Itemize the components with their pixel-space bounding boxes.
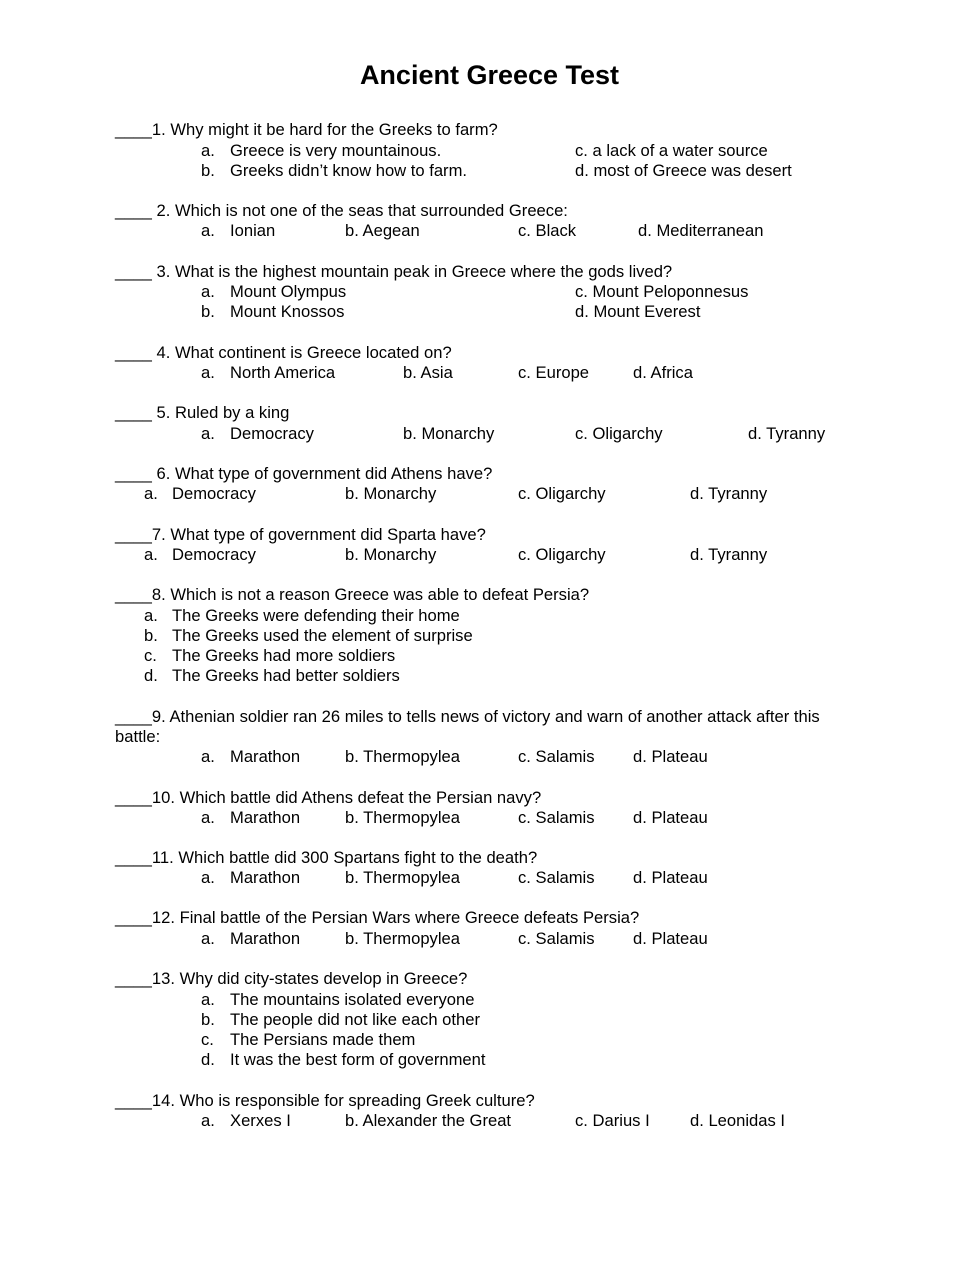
q10-option-d: d. Plateau xyxy=(633,808,708,827)
q13-option-b: The people did not like each other xyxy=(230,1010,481,1029)
q5-option-c: c. Oligarchy xyxy=(575,424,663,443)
q9-option-b: b. Thermopylea xyxy=(345,747,460,766)
q1-option-a-letter: a. xyxy=(201,141,215,160)
q14-option-a: Xerxes I xyxy=(230,1111,291,1130)
q3-option-b: Mount Knossos xyxy=(230,302,345,321)
q6-option-b: b. Monarchy xyxy=(345,484,437,503)
q4-option-b: b. Asia xyxy=(403,363,453,382)
q2-option-d: d. Mediterranean xyxy=(638,221,764,240)
q11-option-d: d. Plateau xyxy=(633,868,708,887)
q1-option-a: Greece is very mountainous. xyxy=(230,141,442,160)
question-1-stem: ____1. Why might it be hard for the Greeks to farm? xyxy=(115,120,498,139)
q13-option-d-letter: d. xyxy=(201,1050,215,1069)
q6-option-c: c. Oligarchy xyxy=(518,484,606,503)
q3-option-c: c. Mount Peloponnesus xyxy=(575,282,749,301)
q10-option-a-letter: a. xyxy=(201,808,215,827)
q11-option-a: Marathon xyxy=(230,868,301,887)
question-11-stem: ____11. Which battle did 300 Spartans fight to the death? xyxy=(115,848,538,867)
q3-option-b-letter: b. xyxy=(201,302,215,321)
q5-option-a: Democracy xyxy=(230,424,314,443)
q12-option-d: d. Plateau xyxy=(633,929,708,948)
q4-option-d: d. Africa xyxy=(633,363,693,382)
q1-option-d: d. most of Greece was desert xyxy=(575,161,792,180)
q5-option-b: b. Monarchy xyxy=(403,424,495,443)
q8-option-b-letter: b. xyxy=(144,626,158,645)
q11-option-a-letter: a. xyxy=(201,868,215,887)
q3-option-d: d. Mount Everest xyxy=(575,302,701,321)
question-6-stem: ____ 6. What type of government did Athens have? xyxy=(115,464,493,483)
q7-option-a-letter: a. xyxy=(144,545,158,564)
question-5-stem: ____ 5. Ruled by a king xyxy=(115,403,290,422)
q12-option-b: b. Thermopylea xyxy=(345,929,460,948)
q4-option-a: North America xyxy=(230,363,336,382)
question-2-stem: ____ 2. Which is not one of the seas that surrounded Greece: xyxy=(115,201,568,220)
q6-option-a: Democracy xyxy=(172,484,256,503)
q2-option-a-letter: a. xyxy=(201,221,215,240)
q14-option-b: b. Alexander the Great xyxy=(345,1111,512,1130)
q5-option-a-letter: a. xyxy=(201,424,215,443)
q11-option-c: c. Salamis xyxy=(518,868,595,887)
question-3-stem: ____ 3. What is the highest mountain peak in Greece where the gods lived? xyxy=(115,262,673,281)
question-4-stem: ____ 4. What continent is Greece located on? xyxy=(115,343,452,362)
q8-option-d-letter: d. xyxy=(144,666,158,685)
q9-option-a: Marathon xyxy=(230,747,301,766)
q2-option-c: c. Black xyxy=(518,221,577,240)
page-title: Ancient Greece Test xyxy=(359,60,620,90)
q9-option-a-letter: a. xyxy=(201,747,215,766)
q5-option-d: d. Tyranny xyxy=(748,424,826,443)
q7-option-c: c. Oligarchy xyxy=(518,545,606,564)
q6-option-a-letter: a. xyxy=(144,484,158,503)
q13-option-a: The mountains isolated everyone xyxy=(230,990,475,1009)
q10-option-c: c. Salamis xyxy=(518,808,595,827)
question-9-stem: ____9. Athenian soldier ran 26 miles to tells news of victory and warn of another attack after this xyxy=(115,707,820,726)
q10-option-b: b. Thermopylea xyxy=(345,808,460,827)
q9-option-c: c. Salamis xyxy=(518,747,595,766)
q4-option-c: c. Europe xyxy=(518,363,590,382)
q9-option-d: d. Plateau xyxy=(633,747,708,766)
question-13-stem: ____13. Why did city-states develop in Greece? xyxy=(115,969,468,988)
q8-option-b: The Greeks used the element of surprise xyxy=(172,626,473,645)
q11-option-b: b. Thermopylea xyxy=(345,868,460,887)
q13-option-d: It was the best form of government xyxy=(230,1050,486,1069)
q14-option-a-letter: a. xyxy=(201,1111,215,1130)
q12-option-a-letter: a. xyxy=(201,929,215,948)
q2-option-a: Ionian xyxy=(230,221,276,240)
q14-option-c: c. Darius I xyxy=(575,1111,650,1130)
question-9-stem-continued: battle: xyxy=(115,727,161,746)
q7-option-b: b. Monarchy xyxy=(345,545,437,564)
q4-option-a-letter: a. xyxy=(201,363,215,382)
q7-option-d: d. Tyranny xyxy=(690,545,768,564)
q8-option-c-letter: c. xyxy=(144,646,157,665)
q1-option-b: Greeks didn’t know how to farm. xyxy=(230,161,468,180)
q8-option-a-letter: a. xyxy=(144,606,158,625)
q12-option-c: c. Salamis xyxy=(518,929,595,948)
question-12-stem: ____12. Final battle of the Persian Wars where Greece defeats Persia? xyxy=(115,908,640,927)
q14-option-d: d. Leonidas I xyxy=(690,1111,786,1130)
q1-option-c: c. a lack of a water source xyxy=(575,141,768,160)
q3-option-a: Mount Olympus xyxy=(230,282,347,301)
question-7-stem: ____7. What type of government did Sparta have? xyxy=(115,525,486,544)
q13-option-a-letter: a. xyxy=(201,990,215,1009)
q10-option-a: Marathon xyxy=(230,808,301,827)
q8-option-d: The Greeks had better soldiers xyxy=(172,666,400,685)
q7-option-a: Democracy xyxy=(172,545,256,564)
q8-option-a: The Greeks were defending their home xyxy=(172,606,460,625)
q13-option-c: The Persians made them xyxy=(230,1030,416,1049)
q8-option-c: The Greeks had more soldiers xyxy=(172,646,396,665)
q6-option-d: d. Tyranny xyxy=(690,484,768,503)
q3-option-a-letter: a. xyxy=(201,282,215,301)
question-14-stem: ____14. Who is responsible for spreading Greek culture? xyxy=(115,1091,535,1110)
question-8-stem: ____8. Which is not a reason Greece was able to defeat Persia? xyxy=(115,585,590,604)
q2-option-b: b. Aegean xyxy=(345,221,420,240)
q13-option-b-letter: b. xyxy=(201,1010,215,1029)
q13-option-c-letter: c. xyxy=(201,1030,214,1049)
question-10-stem: ____10. Which battle did Athens defeat the Persian navy? xyxy=(115,788,542,807)
q1-option-b-letter: b. xyxy=(201,161,215,180)
q12-option-a: Marathon xyxy=(230,929,301,948)
